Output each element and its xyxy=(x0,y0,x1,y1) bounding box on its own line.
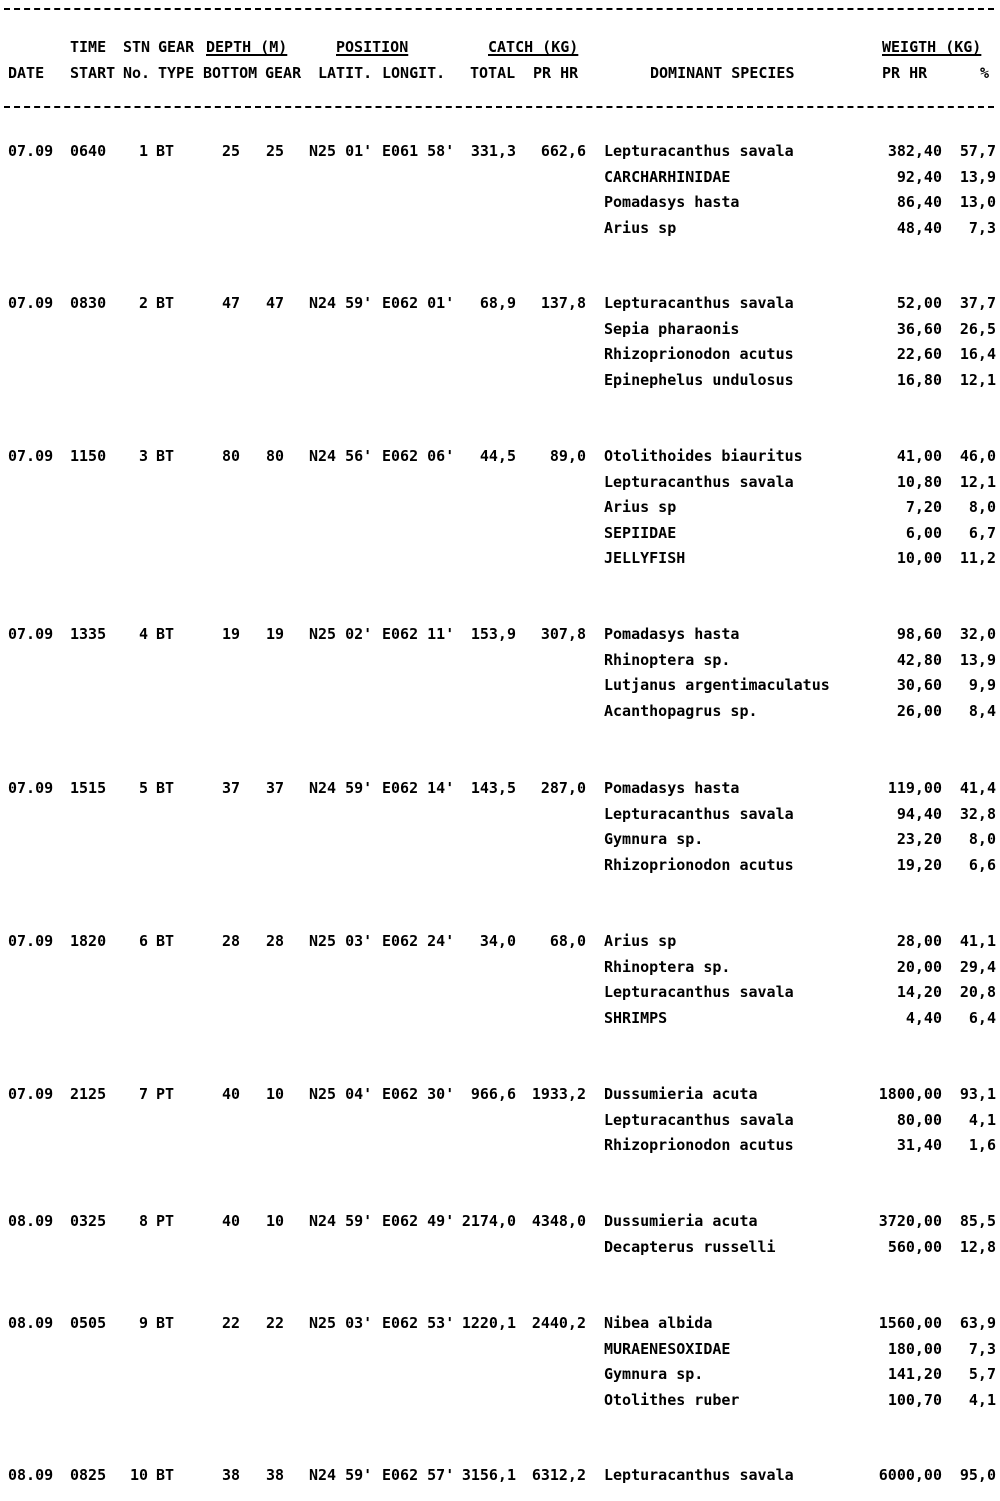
species-weight-prhr: 19,20 xyxy=(896,856,942,874)
station-catch-total: 143,5 xyxy=(470,779,516,797)
species-name: Pomadasys hasta xyxy=(604,625,740,643)
station-depth-gear: 47 xyxy=(265,294,284,312)
species-weight-prhr: 6000,00 xyxy=(878,1466,942,1484)
station-catch-total: 34,0 xyxy=(479,932,516,950)
station-catch-prhr: 89,0 xyxy=(549,447,586,465)
station-catch-total: 966,6 xyxy=(470,1085,516,1103)
station-longitude: E062 11' xyxy=(382,625,455,643)
species-percent: 7,3 xyxy=(968,1340,996,1358)
station-date: 08.09 xyxy=(8,1466,54,1484)
station-date: 07.09 xyxy=(8,142,54,160)
species-name: Rhizoprionodon acutus xyxy=(604,856,794,874)
station-date: 07.09 xyxy=(8,932,54,950)
station-depth-bottom: 80 xyxy=(221,447,240,465)
header-time: TIME xyxy=(70,38,107,56)
header-gear: GEAR xyxy=(158,38,195,56)
species-name: Pomadasys hasta xyxy=(604,193,740,211)
species-name: Dussumieria acuta xyxy=(604,1085,758,1103)
species-percent: 93,1 xyxy=(959,1085,996,1103)
species-percent: 16,4 xyxy=(959,345,996,363)
header-no: No. xyxy=(123,64,151,82)
station-gear-type: BT xyxy=(156,1314,175,1332)
station-depth-gear: 37 xyxy=(265,779,284,797)
species-percent: 13,0 xyxy=(959,193,996,211)
station-depth-gear: 10 xyxy=(265,1085,284,1103)
species-weight-prhr: 31,40 xyxy=(896,1136,942,1154)
species-name: Lutjanus argentimaculatus xyxy=(604,676,830,694)
station-latitude: N25 04' xyxy=(309,1085,373,1103)
species-percent: 37,7 xyxy=(959,294,996,312)
header-start: START xyxy=(70,64,116,82)
station-gear-type: BT xyxy=(156,142,175,160)
station-date: 07.09 xyxy=(8,1085,54,1103)
species-percent: 13,9 xyxy=(959,168,996,186)
header-gear-depth: GEAR xyxy=(265,64,302,82)
species-weight-prhr: 48,40 xyxy=(896,219,942,237)
species-name: CARCHARHINIDAE xyxy=(604,168,731,186)
header-stn: STN xyxy=(123,38,151,56)
station-longitude: E062 53' xyxy=(382,1314,455,1332)
station-time: 0825 xyxy=(70,1466,107,1484)
species-name: Lepturacanthus savala xyxy=(604,1111,794,1129)
header-date: DATE xyxy=(8,64,45,82)
species-percent: 8,0 xyxy=(968,498,996,516)
station-date: 08.09 xyxy=(8,1314,54,1332)
station-time: 1335 xyxy=(70,625,107,643)
species-percent: 1,6 xyxy=(968,1136,996,1154)
station-latitude: N25 03' xyxy=(309,932,373,950)
species-percent: 85,5 xyxy=(959,1212,996,1230)
species-percent: 6,4 xyxy=(968,1009,996,1027)
station-depth-bottom: 25 xyxy=(221,142,240,160)
station-number: 8 xyxy=(138,1212,148,1230)
species-percent: 95,0 xyxy=(959,1466,996,1484)
species-name: Rhinoptera sp. xyxy=(604,651,731,669)
species-weight-prhr: 3720,00 xyxy=(878,1212,942,1230)
station-longitude: E061 58' xyxy=(382,142,455,160)
station-catch-prhr: 4348,0 xyxy=(531,1212,586,1230)
species-weight-prhr: 10,80 xyxy=(896,473,942,491)
species-name: Rhizoprionodon acutus xyxy=(604,1136,794,1154)
station-catch-total: 3156,1 xyxy=(461,1466,516,1484)
species-weight-prhr: 141,20 xyxy=(887,1365,942,1383)
species-percent: 4,1 xyxy=(968,1111,996,1129)
station-longitude: E062 01' xyxy=(382,294,455,312)
species-weight-prhr: 14,20 xyxy=(896,983,942,1001)
station-number: 2 xyxy=(138,294,148,312)
station-catch-total: 1220,1 xyxy=(461,1314,516,1332)
species-weight-prhr: 6,00 xyxy=(905,524,942,542)
station-gear-type: BT xyxy=(156,779,175,797)
station-longitude: E062 14' xyxy=(382,779,455,797)
species-name: Lepturacanthus savala xyxy=(604,473,794,491)
header-latit: LATIT. xyxy=(318,64,373,82)
station-catch-prhr: 2440,2 xyxy=(531,1314,586,1332)
species-name: Rhinoptera sp. xyxy=(604,958,731,976)
station-gear-type: BT xyxy=(156,447,175,465)
station-date: 07.09 xyxy=(8,294,54,312)
species-name: Decapterus russelli xyxy=(604,1238,776,1256)
station-depth-gear: 80 xyxy=(265,447,284,465)
species-percent: 12,1 xyxy=(959,371,996,389)
species-percent: 4,1 xyxy=(968,1391,996,1409)
station-depth-gear: 10 xyxy=(265,1212,284,1230)
station-latitude: N25 01' xyxy=(309,142,373,160)
station-depth-bottom: 47 xyxy=(221,294,240,312)
station-catch-total: 331,3 xyxy=(470,142,516,160)
station-number: 3 xyxy=(138,447,148,465)
station-depth-bottom: 28 xyxy=(221,932,240,950)
station-depth-gear: 38 xyxy=(265,1466,284,1484)
station-longitude: E062 49' xyxy=(382,1212,455,1230)
station-gear-type: PT xyxy=(156,1085,175,1103)
species-name: Epinephelus undulosus xyxy=(604,371,794,389)
species-name: Lepturacanthus savala xyxy=(604,805,794,823)
station-longitude: E062 30' xyxy=(382,1085,455,1103)
station-gear-type: BT xyxy=(156,932,175,950)
station-depth-bottom: 38 xyxy=(221,1466,240,1484)
station-depth-gear: 28 xyxy=(265,932,284,950)
species-weight-prhr: 98,60 xyxy=(896,625,942,643)
station-time: 1515 xyxy=(70,779,107,797)
species-percent: 13,9 xyxy=(959,651,996,669)
species-weight-prhr: 26,00 xyxy=(896,702,942,720)
top-dashed-rule xyxy=(4,8,994,10)
station-longitude: E062 57' xyxy=(382,1466,455,1484)
station-catch-total: 44,5 xyxy=(479,447,516,465)
species-weight-prhr: 86,40 xyxy=(896,193,942,211)
species-weight-prhr: 1560,00 xyxy=(878,1314,942,1332)
station-number: 5 xyxy=(138,779,148,797)
station-catch-prhr: 662,6 xyxy=(540,142,586,160)
species-percent: 41,4 xyxy=(959,779,996,797)
species-weight-prhr: 28,00 xyxy=(896,932,942,950)
species-name: Lepturacanthus savala xyxy=(604,1466,794,1484)
species-weight-prhr: 30,60 xyxy=(896,676,942,694)
station-time: 0325 xyxy=(70,1212,107,1230)
station-latitude: N24 56' xyxy=(309,447,373,465)
station-time: 2125 xyxy=(70,1085,107,1103)
station-time: 0505 xyxy=(70,1314,107,1332)
species-percent: 57,7 xyxy=(959,142,996,160)
station-gear-type: BT xyxy=(156,625,175,643)
station-date: 07.09 xyxy=(8,779,54,797)
station-catch-prhr: 137,8 xyxy=(540,294,586,312)
species-percent: 6,7 xyxy=(968,524,996,542)
station-latitude: N24 59' xyxy=(309,1466,373,1484)
station-catch-prhr: 1933,2 xyxy=(531,1085,586,1103)
species-name: Otolithoides biauritus xyxy=(604,447,803,465)
header-depth: DEPTH (M) xyxy=(206,38,288,56)
species-name: Gymnura sp. xyxy=(604,1365,704,1383)
species-weight-prhr: 4,40 xyxy=(905,1009,942,1027)
header-catch-prhr: PR HR xyxy=(533,64,579,82)
species-percent: 5,7 xyxy=(968,1365,996,1383)
species-percent: 20,8 xyxy=(959,983,996,1001)
species-weight-prhr: 560,00 xyxy=(887,1238,942,1256)
station-catch-total: 2174,0 xyxy=(461,1212,516,1230)
header-percent: % xyxy=(980,64,990,82)
station-depth-gear: 19 xyxy=(265,625,284,643)
species-weight-prhr: 41,00 xyxy=(896,447,942,465)
station-depth-bottom: 22 xyxy=(221,1314,240,1332)
station-number: 1 xyxy=(138,142,148,160)
species-weight-prhr: 100,70 xyxy=(887,1391,942,1409)
species-percent: 32,0 xyxy=(959,625,996,643)
species-percent: 7,3 xyxy=(968,219,996,237)
species-name: Pomadasys hasta xyxy=(604,779,740,797)
station-catch-prhr: 68,0 xyxy=(549,932,586,950)
station-gear-type: BT xyxy=(156,294,175,312)
header-total: TOTAL xyxy=(470,64,516,82)
species-name: Arius sp xyxy=(604,498,677,516)
species-name: Rhizoprionodon acutus xyxy=(604,345,794,363)
station-depth-bottom: 40 xyxy=(221,1085,240,1103)
species-weight-prhr: 80,00 xyxy=(896,1111,942,1129)
species-weight-prhr: 23,20 xyxy=(896,830,942,848)
station-catch-prhr: 6312,2 xyxy=(531,1466,586,1484)
station-number: 9 xyxy=(138,1314,148,1332)
header-position: POSITION xyxy=(336,38,409,56)
species-name: Dussumieria acuta xyxy=(604,1212,758,1230)
header-weight-prhr: PR HR xyxy=(882,64,928,82)
station-latitude: N25 03' xyxy=(309,1314,373,1332)
species-name: SHRIMPS xyxy=(604,1009,668,1027)
species-name: JELLYFISH xyxy=(604,549,686,567)
station-time: 1150 xyxy=(70,447,107,465)
species-percent: 6,6 xyxy=(968,856,996,874)
species-percent: 8,4 xyxy=(968,702,996,720)
species-weight-prhr: 10,00 xyxy=(896,549,942,567)
species-name: Lepturacanthus savala xyxy=(604,983,794,1001)
species-weight-prhr: 180,00 xyxy=(887,1340,942,1358)
species-percent: 26,5 xyxy=(959,320,996,338)
station-depth-gear: 25 xyxy=(265,142,284,160)
station-gear-type: BT xyxy=(156,1466,175,1484)
species-weight-prhr: 22,60 xyxy=(896,345,942,363)
station-longitude: E062 06' xyxy=(382,447,455,465)
station-number: 10 xyxy=(129,1466,148,1484)
species-weight-prhr: 52,00 xyxy=(896,294,942,312)
species-percent: 32,8 xyxy=(959,805,996,823)
station-date: 07.09 xyxy=(8,447,54,465)
station-date: 08.09 xyxy=(8,1212,54,1230)
species-weight-prhr: 36,60 xyxy=(896,320,942,338)
species-weight-prhr: 16,80 xyxy=(896,371,942,389)
station-catch-prhr: 287,0 xyxy=(540,779,586,797)
species-name: Gymnura sp. xyxy=(604,830,704,848)
station-depth-bottom: 37 xyxy=(221,779,240,797)
species-weight-prhr: 1800,00 xyxy=(878,1085,942,1103)
species-percent: 11,2 xyxy=(959,549,996,567)
header-type: TYPE xyxy=(158,64,195,82)
species-name: Otolithes ruber xyxy=(604,1391,740,1409)
station-catch-total: 153,9 xyxy=(470,625,516,643)
station-time: 0830 xyxy=(70,294,107,312)
species-percent: 63,9 xyxy=(959,1314,996,1332)
species-name: Lepturacanthus savala xyxy=(604,142,794,160)
station-latitude: N25 02' xyxy=(309,625,373,643)
station-latitude: N24 59' xyxy=(309,1212,373,1230)
header-longit: LONGIT. xyxy=(382,64,446,82)
station-catch-total: 68,9 xyxy=(479,294,516,312)
species-name: Nibea albida xyxy=(604,1314,713,1332)
station-latitude: N24 59' xyxy=(309,779,373,797)
header-catch: CATCH (KG) xyxy=(488,38,579,56)
species-name: Sepia pharaonis xyxy=(604,320,740,338)
station-time: 1820 xyxy=(70,932,107,950)
species-weight-prhr: 7,20 xyxy=(905,498,942,516)
species-percent: 41,1 xyxy=(959,932,996,950)
header-weigth: WEIGTH (KG) xyxy=(882,38,982,56)
species-weight-prhr: 92,40 xyxy=(896,168,942,186)
station-number: 7 xyxy=(138,1085,148,1103)
station-depth-bottom: 19 xyxy=(221,625,240,643)
species-weight-prhr: 42,80 xyxy=(896,651,942,669)
species-name: Acanthopagrus sp. xyxy=(604,702,758,720)
header-bottom: BOTTOM xyxy=(203,64,258,82)
species-name: MURAENESOXIDAE xyxy=(604,1340,731,1358)
station-number: 4 xyxy=(138,625,148,643)
species-percent: 9,9 xyxy=(968,676,996,694)
station-number: 6 xyxy=(138,932,148,950)
station-depth-bottom: 40 xyxy=(221,1212,240,1230)
species-percent: 46,0 xyxy=(959,447,996,465)
header-dominant-species: DOMINANT SPECIES xyxy=(650,64,795,82)
species-percent: 12,1 xyxy=(959,473,996,491)
species-percent: 8,0 xyxy=(968,830,996,848)
station-latitude: N24 59' xyxy=(309,294,373,312)
species-weight-prhr: 119,00 xyxy=(887,779,942,797)
species-percent: 12,8 xyxy=(959,1238,996,1256)
species-weight-prhr: 20,00 xyxy=(896,958,942,976)
species-name: Arius sp xyxy=(604,219,677,237)
station-time: 0640 xyxy=(70,142,107,160)
header-dashed-rule xyxy=(4,106,994,108)
station-depth-gear: 22 xyxy=(265,1314,284,1332)
station-longitude: E062 24' xyxy=(382,932,455,950)
station-catch-prhr: 307,8 xyxy=(540,625,586,643)
station-gear-type: PT xyxy=(156,1212,175,1230)
species-percent: 29,4 xyxy=(959,958,996,976)
species-weight-prhr: 382,40 xyxy=(887,142,942,160)
species-name: Lepturacanthus savala xyxy=(604,294,794,312)
species-name: SEPIIDAE xyxy=(604,524,677,542)
station-date: 07.09 xyxy=(8,625,54,643)
species-name: Arius sp xyxy=(604,932,677,950)
species-weight-prhr: 94,40 xyxy=(896,805,942,823)
